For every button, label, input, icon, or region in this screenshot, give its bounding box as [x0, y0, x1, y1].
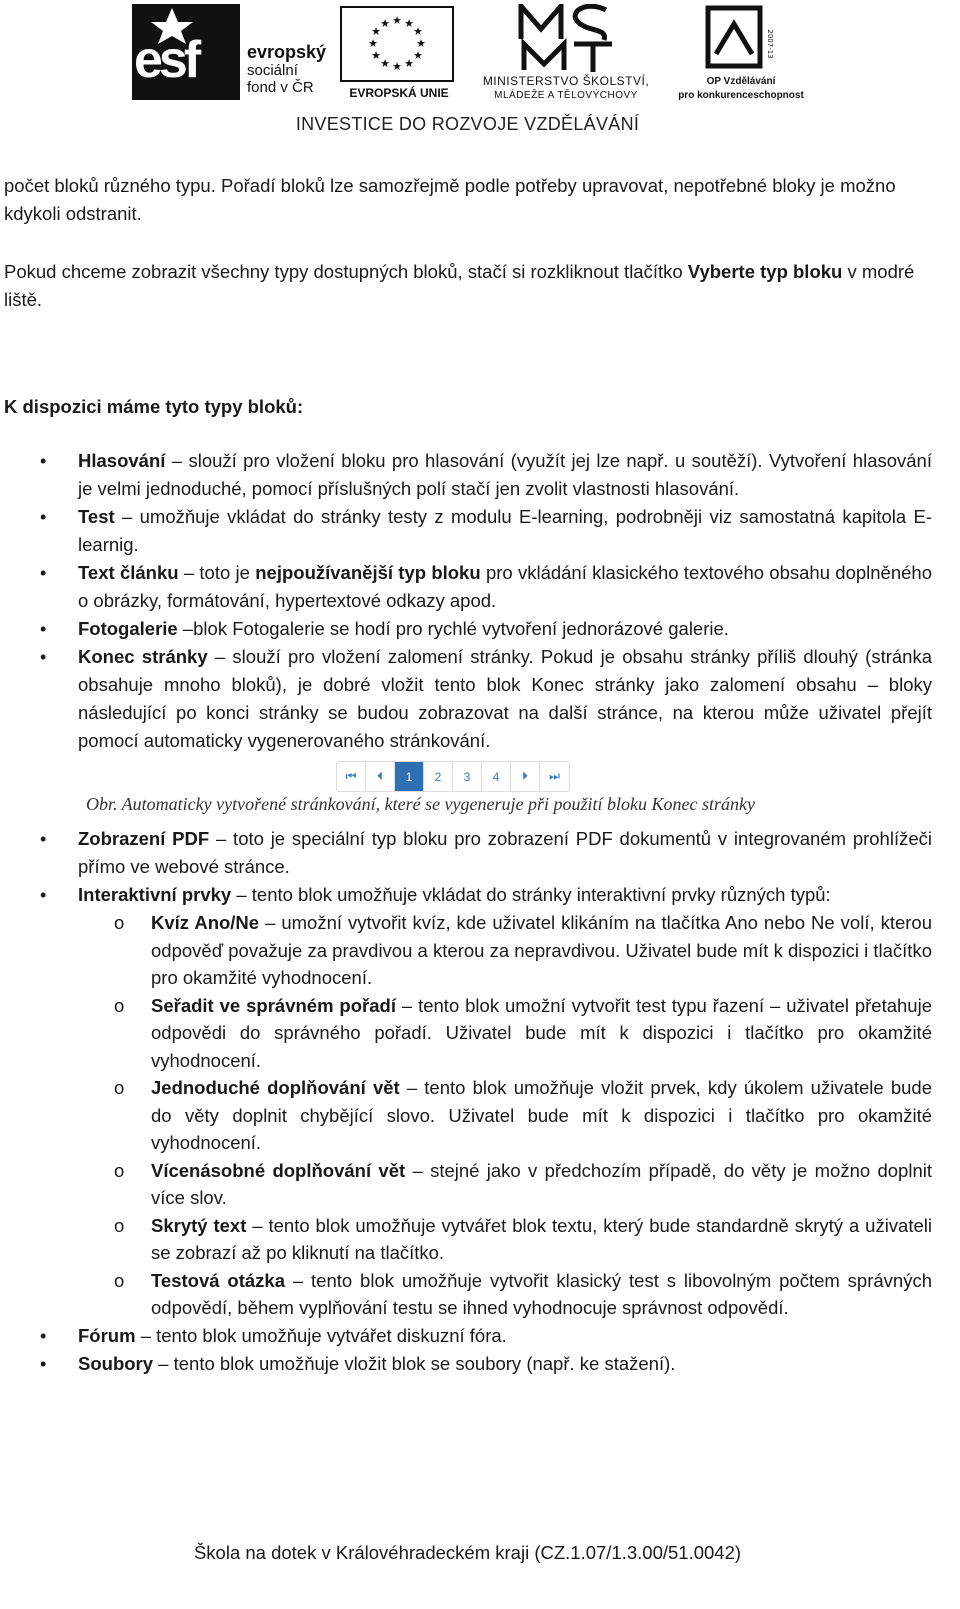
item-text: – tento blok umožňuje vkládat do stránky interaktivní prvky různých typů: — [231, 884, 831, 905]
svg-text:★: ★ — [392, 14, 402, 27]
block-type-list-2 — [0, 825, 932, 1378]
op-mark-icon — [704, 4, 774, 70]
sub-bullet: o — [114, 1269, 125, 1291]
block-type-list-1 — [0, 447, 932, 755]
bullet: • — [40, 1325, 47, 1346]
svg-text:★: ★ — [392, 60, 402, 73]
prev-page-icon[interactable]: ⏴ — [366, 762, 395, 791]
bullet: • — [40, 451, 47, 471]
intro-p2-bold: Vyberte typ bloku — [687, 261, 843, 282]
item-text: – toto je speciální typ bloku pro zobrazení PDF dokumentů v integrovaném prohlížeči přímo ve webové stránce. — [78, 828, 932, 877]
item-text: – tento blok umožňuje vytvářet blok textu, který bude standardně skrytý a uživateli se zobrazí až po kliknutí na tlačítko. — [151, 1214, 932, 1263]
esf-logo-block — [132, 4, 240, 100]
list-item — [0, 881, 932, 909]
sub-list-item — [0, 1212, 932, 1267]
item-text-end: pro vkládání klasického textového obsahu doplněného o obrázky, formátování, hypertextové odkazy apod. — [78, 562, 932, 611]
esf-letters: esf — [134, 31, 198, 89]
list-item — [0, 1350, 932, 1378]
msmt-line1: MINISTERSTVO ŠKOLSTVÍ, — [482, 74, 650, 88]
first-page-icon[interactable]: ⏮ — [337, 762, 366, 791]
item-term: Testová otázka — [151, 1269, 285, 1291]
svg-text:★: ★ — [413, 49, 423, 62]
svg-text:★: ★ — [380, 57, 390, 70]
pagination-example — [336, 761, 570, 792]
svg-text:★: ★ — [416, 37, 426, 50]
item-text: – umožní vytvořit kvíz, kde uživatel klikáním na tlačítka Ano nebo Ne volí, kterou odpověď považuje za pravdivou a kterou za nepravdivou. Uživatel bude mít k dispozici i tlačítko pro okamžité vyhodnocení. — [151, 912, 933, 988]
esf-line1: evropský — [247, 42, 327, 62]
list-item — [0, 503, 932, 559]
msmt-mark-icon — [516, 4, 616, 74]
eu-stars-icon — [342, 8, 452, 80]
bullet: • — [40, 829, 47, 849]
item-term: Interaktivní prvky — [78, 884, 232, 905]
eu-label: EVROPSKÁ UNIE — [349, 86, 449, 100]
svg-text:★: ★ — [404, 57, 414, 70]
page-button-3[interactable]: 3 — [453, 762, 482, 791]
sub-list-item — [0, 992, 932, 1075]
item-term: Kvíz Ano/Ne — [151, 912, 260, 933]
item-text: – slouží pro vložení zalomení stránky. Pokud je obsahu stránky příliš dlouhý (stránka obsahuje mnoho bloků), je dobré vložit tento blok Konec stránky jako zalomení obsahu – bloky následující po konci stránky se budou zobrazovat na další stránce, na kterou může uživatel přejít pomocí automaticky vygenerovaného stránkování. — [78, 646, 932, 751]
op-logo — [676, 4, 806, 104]
sub-bullet: o — [114, 994, 125, 1016]
header-logos — [0, 0, 960, 140]
item-term: Jednoduché doplňování vět — [151, 1077, 400, 1098]
item-text: – stejné jako v předchozím případě, do věty je možno doplnit více slov. — [151, 1159, 932, 1208]
item-term: Hlasování — [78, 450, 166, 471]
esf-text — [247, 44, 326, 96]
intro-paragraph-2 — [4, 258, 934, 314]
page-footer: Škola na dotek v Královéhradeckém kraji (CZ.1.07/1.3.00/51.0042) — [193, 1542, 742, 1563]
item-text: – tento blok umožňuje vložit prvek, kdy úkolem uživatele bude do věty doplnit chybějící slovo. Uživatel bude mít k dispozici i tlačítko pro okamžité vyhodnocení. — [151, 1077, 932, 1153]
intro-paragraph-1: počet bloků různého typu. Pořadí bloků lze samozřejmě podle potřeby upravovat, nepotřebné bloky je možno kdykoli odstranit. — [4, 175, 896, 224]
list-item — [0, 825, 932, 881]
list-item — [0, 559, 932, 615]
page-button-4[interactable]: 4 — [482, 762, 511, 791]
op-year: 2007-13 — [766, 29, 774, 59]
list-item — [0, 1322, 932, 1350]
list-item — [0, 615, 932, 643]
item-term: Text článku — [78, 562, 179, 583]
sub-bullet: o — [114, 1159, 125, 1181]
intro-p2-end: v modré liště. — [4, 261, 915, 310]
item-text: – tento blok umožňuje vytvořit klasický test s libovolným počtem správných odpovědí, během vyplňování testu se ihned vyhodnocuje správnost odpovědí. — [151, 1269, 932, 1318]
item-text: – tento blok umožní vytvořit test typu řazení – uživatel přetahuje odpovědi do správného pořadí. Uživatel bude mít k dispozici i tlačítko pro okamžité vyhodnocení. — [151, 994, 932, 1071]
item-term: Fotogalerie — [78, 618, 178, 639]
item-text: – umožňuje vkládat do stránky testy z modulu E-learning, podrobněji viz samostatná kapitola E-learnig. — [78, 506, 932, 555]
bullet: • — [40, 507, 47, 527]
svg-text:★: ★ — [380, 17, 390, 30]
item-term: Zobrazení PDF — [78, 828, 210, 849]
sub-list-item — [0, 909, 932, 992]
sub-bullet: o — [114, 1214, 125, 1236]
item-term: Test — [78, 506, 115, 527]
list-item — [0, 643, 932, 755]
item-term: Skrytý text — [151, 1214, 247, 1236]
msmt-logo — [466, 4, 666, 104]
op-line2: pro konkurenceschopnost — [678, 90, 804, 101]
item-term: Seřadit ve správném pořadí — [151, 994, 396, 1016]
bullet: • — [40, 619, 47, 639]
item-term: Fórum — [78, 1324, 136, 1346]
bullet: • — [40, 885, 47, 905]
sub-list-item — [0, 1267, 932, 1322]
op-line1: OP Vzdělávání — [706, 76, 776, 87]
esf-line3: fond v ČR — [247, 79, 314, 96]
svg-text:★: ★ — [371, 25, 381, 38]
msmt-line2: MLÁDEŽE A TĚLOVÝCHOVY — [494, 90, 638, 101]
svg-text:★: ★ — [371, 49, 381, 62]
svg-text:★: ★ — [404, 17, 414, 30]
eu-logo — [338, 4, 458, 100]
investice-tagline: INVESTICE DO ROZVOJE VZDĚLÁVÁNÍ — [295, 114, 640, 134]
item-term: Konec stránky — [78, 646, 208, 667]
bullet: • — [40, 1353, 47, 1374]
item-bold-mid: nejpoužívanější typ bloku — [255, 562, 481, 583]
sub-bullet: o — [114, 1077, 125, 1098]
last-page-icon[interactable]: ⏭ — [540, 762, 569, 791]
svg-text:★: ★ — [368, 37, 378, 50]
intro-p2-text: Pokud chceme zobrazit všechny typy dostupných bloků, stačí si rozkliknout tlačítko — [4, 261, 688, 282]
item-text: –blok Fotogalerie se hodí pro rychlé vytvoření jednorázové galerie. — [177, 618, 729, 639]
page-button-2[interactable]: 2 — [424, 762, 453, 791]
sub-list-item — [0, 1074, 932, 1157]
item-text: – toto je — [178, 562, 256, 583]
item-term: Vícenásobné doplňování vět — [151, 1159, 406, 1181]
bullet: • — [40, 563, 47, 583]
sub-bullet: o — [114, 912, 125, 933]
esf-logo — [132, 4, 332, 100]
item-term: Soubory — [78, 1352, 154, 1374]
esf-line2: sociální — [247, 62, 298, 79]
svg-text:★: ★ — [413, 25, 423, 38]
item-text: – slouží pro vložení bloku pro hlasování (využít jej lze např. u soutěží). Vytvoření hlasování je velmi jednoduché, pomocí příslušných polí stačí jen zvolit vlastnosti hlasování. — [78, 450, 932, 499]
eu-flag — [340, 6, 454, 82]
bullet: • — [40, 647, 47, 667]
section-heading: K dispozici máme tyto typy bloků: — [4, 396, 304, 417]
list-item — [0, 447, 932, 503]
figure-caption: Obr. Automaticky vytvořené stránkování, které se vygeneruje při použití bloku Konec stránky — [86, 794, 755, 814]
next-page-icon[interactable]: ⏵ — [511, 762, 540, 791]
item-text: – tento blok umožňuje vytvářet diskuzní fóra. — [135, 1324, 507, 1346]
sub-list-item — [0, 1157, 932, 1212]
page-button-1[interactable]: 1 — [395, 762, 424, 791]
item-text: – tento blok umožňuje vložit blok se soubory (např. ke stažení). — [153, 1352, 676, 1374]
